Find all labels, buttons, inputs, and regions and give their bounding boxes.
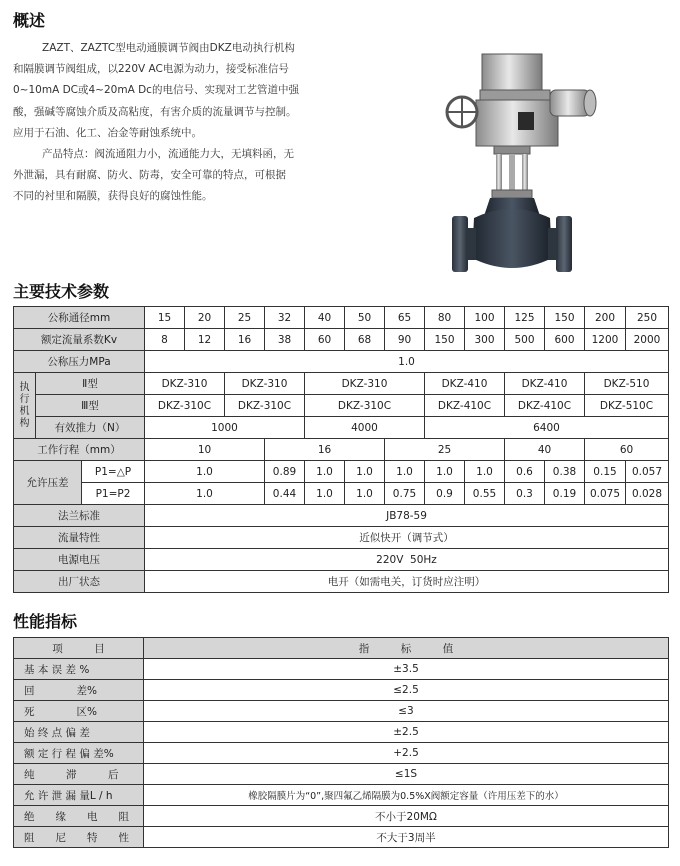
spec-row-thrust: [14, 417, 669, 439]
dp1-cell: 1.0: [345, 461, 385, 483]
factory-value: 电开（如需电关，订货时应注明）: [145, 571, 669, 593]
dn-cell: 125: [505, 307, 545, 329]
kv-cell: 500: [505, 329, 545, 351]
dn-cell: 150: [545, 307, 585, 329]
dp2-cell: 1.0: [145, 483, 265, 505]
perf-value: 橡胶隔膜片为“0”,聚四氟乙烯隔膜为0.5%X阀额定容量（许用压差下的水）: [144, 785, 669, 806]
dn-cell: 200: [585, 307, 626, 329]
perf-row: [14, 659, 669, 680]
dn-cell: 25: [225, 307, 265, 329]
factory-label: 出厂状态: [14, 571, 145, 593]
spec-row-type2: [14, 373, 669, 395]
features-line: 外泄漏，具有耐腐、防火、防毒，安全可靠的特点，可根据: [13, 169, 286, 182]
thrust-label: 有效推力（N）: [36, 417, 145, 439]
power-value: 220V 50Hz: [145, 549, 669, 571]
stroke-cell: 10: [145, 439, 265, 461]
dp2-cell: 1.0: [345, 483, 385, 505]
perf-value: +2.5: [144, 743, 669, 764]
type3-cell: DKZ-310C: [145, 395, 225, 417]
perf-item: 基 本 误 差 %: [14, 659, 144, 680]
power-label: 电源电压: [14, 549, 145, 571]
pn-label: 公称压力MPa: [14, 351, 145, 373]
perf-head-value: 指 标 值: [144, 638, 669, 659]
dp2-cell: 0.19: [545, 483, 585, 505]
dp1-cell: 1.0: [465, 461, 505, 483]
dp1-label: P1=△P: [82, 461, 145, 483]
kv-cell: 1200: [585, 329, 626, 351]
actuator-label-text: 执行机构: [19, 381, 30, 429]
dn-cell: 20: [185, 307, 225, 329]
spec-row-dp1: [14, 461, 669, 483]
dp2-label: P1=P2: [82, 483, 145, 505]
spec-row-kv: [14, 329, 669, 351]
perf-row: [14, 701, 669, 722]
perf-value: ≤3: [144, 701, 669, 722]
type2-cell: DKZ-510: [585, 373, 669, 395]
section-title-performance: 性能指标: [13, 612, 78, 631]
perf-item: 绝 缘 电 阻: [14, 806, 144, 827]
spec-row-dn: [14, 307, 669, 329]
dp1-cell: 0.6: [505, 461, 545, 483]
dp1-cell: 1.0: [425, 461, 465, 483]
type3-cell: DKZ-410C: [505, 395, 585, 417]
kv-cell: 38: [265, 329, 305, 351]
section-title-overview: 概述: [13, 11, 46, 30]
dn-cell: 250: [626, 307, 669, 329]
dp2-cell: 0.3: [505, 483, 545, 505]
pn-value: 1.0: [145, 351, 669, 373]
dp2-cell: 0.75: [385, 483, 425, 505]
valve-product-image: [430, 50, 630, 290]
thrust-cell: 4000: [305, 417, 425, 439]
dp2-cell: 0.075: [585, 483, 626, 505]
dn-cell: 100: [465, 307, 505, 329]
kv-cell: 68: [345, 329, 385, 351]
dp2-cell: 0.55: [465, 483, 505, 505]
perf-value: ≤2.5: [144, 680, 669, 701]
perf-head-item: 项 目: [14, 638, 144, 659]
kv-cell: 600: [545, 329, 585, 351]
spec-table: [13, 306, 669, 593]
features-line: 产品特点：阀流通阻力小，流通能力大，无填料函，无: [42, 148, 294, 161]
perf-header-row: [14, 638, 669, 659]
perf-item: 阻 尼 特 性: [14, 827, 144, 848]
spec-row-stroke: [14, 439, 669, 461]
perf-value: ≤1S: [144, 764, 669, 785]
type2-cell: DKZ-310: [145, 373, 225, 395]
dp1-cell: 1.0: [385, 461, 425, 483]
dp2-cell: 1.0: [305, 483, 345, 505]
spec-row-flange: [14, 505, 669, 527]
type2-cell: DKZ-410: [425, 373, 505, 395]
dn-cell: 65: [385, 307, 425, 329]
dp1-cell: 0.89: [265, 461, 305, 483]
spec-row-factory: [14, 571, 669, 593]
dn-cell: 50: [345, 307, 385, 329]
type2-cell: DKZ-310: [305, 373, 425, 395]
perf-item: 回 差%: [14, 680, 144, 701]
perf-row: [14, 680, 669, 701]
dp1-cell: 0.15: [585, 461, 626, 483]
stroke-label: 工作行程（mm）: [14, 439, 145, 461]
kv-cell: 12: [185, 329, 225, 351]
intro-line: 和隔膜调节阀组成，以220V AC电源为动力，接受标准信号: [13, 63, 289, 76]
perf-row: [14, 785, 669, 806]
dp2-cell: 0.44: [265, 483, 305, 505]
type3-cell: DKZ-310C: [305, 395, 425, 417]
intro-line: 0~10mA DC或4~20mA Dc的电信号、实现对工艺管道中强: [13, 84, 299, 97]
type2-label: Ⅱ型: [36, 373, 145, 395]
type3-label: Ⅲ型: [36, 395, 145, 417]
dn-cell: 40: [305, 307, 345, 329]
perf-row: [14, 806, 669, 827]
dn-cell: 32: [265, 307, 305, 329]
dp2-cell: 0.9: [425, 483, 465, 505]
kv-cell: 2000: [626, 329, 669, 351]
actuator-label: [14, 373, 36, 439]
type2-cell: DKZ-410: [505, 373, 585, 395]
flange-label: 法兰标准: [14, 505, 145, 527]
spec-row-type3: [14, 395, 669, 417]
flow-label: 流量特性: [14, 527, 145, 549]
intro-line: ZAZT、ZAZTC型电动通膜调节阀由DKZ电动执行机构: [42, 42, 295, 54]
spec-row-pn: [14, 351, 669, 373]
perf-row: [14, 722, 669, 743]
features-line: 不同的衬里和隔膜，获得良好的腐蚀性能。: [13, 190, 213, 203]
type3-cell: DKZ-410C: [425, 395, 505, 417]
perf-value: ±2.5: [144, 722, 669, 743]
spec-row-flow: [14, 527, 669, 549]
stroke-cell: 25: [385, 439, 505, 461]
perf-item: 始 终 点 偏 差: [14, 722, 144, 743]
flange-value: JB78-59: [145, 505, 669, 527]
perf-row: [14, 743, 669, 764]
dp-label: 允许压差: [14, 461, 82, 505]
dn-cell: 15: [145, 307, 185, 329]
spec-row-power: [14, 549, 669, 571]
dp1-cell: 1.0: [145, 461, 265, 483]
dn-label: 公称通径mm: [14, 307, 145, 329]
perf-item: 允 许 泄 漏 量L / h: [14, 785, 144, 806]
section-title-specs: 主要技术参数: [13, 282, 110, 301]
perf-row: [14, 827, 669, 848]
thrust-cell: 1000: [145, 417, 305, 439]
stroke-cell: 40: [505, 439, 585, 461]
intro-line: 酸，强碱等腐蚀介质及高粘度，有害介质的流量调节与控制。: [13, 105, 297, 118]
type3-cell: DKZ-510C: [585, 395, 669, 417]
dp1-cell: 0.38: [545, 461, 585, 483]
perf-item: 死 区%: [14, 701, 144, 722]
stroke-cell: 16: [265, 439, 385, 461]
perf-item: 纯 滞 后: [14, 764, 144, 785]
dn-cell: 80: [425, 307, 465, 329]
spec-row-dp2: [14, 483, 669, 505]
kv-cell: 16: [225, 329, 265, 351]
kv-cell: 300: [465, 329, 505, 351]
perf-value: 不小于20MΩ: [144, 806, 669, 827]
kv-cell: 60: [305, 329, 345, 351]
performance-table: [13, 637, 669, 848]
type3-cell: DKZ-310C: [225, 395, 305, 417]
kv-label: 额定流量系数Kv: [14, 329, 145, 351]
kv-cell: 8: [145, 329, 185, 351]
dp1-cell: 1.0: [305, 461, 345, 483]
kv-cell: 90: [385, 329, 425, 351]
perf-item: 额 定 行 程 偏 差%: [14, 743, 144, 764]
dp1-cell: 0.057: [626, 461, 669, 483]
flow-value: 近似快开（调节式）: [145, 527, 669, 549]
kv-cell: 150: [425, 329, 465, 351]
thrust-cell: 6400: [425, 417, 669, 439]
type2-cell: DKZ-310: [225, 373, 305, 395]
perf-row: [14, 764, 669, 785]
intro-line: 应用于石油、化工、冶金等耐蚀系统中。: [13, 126, 202, 139]
stroke-cell: 60: [585, 439, 669, 461]
dp2-cell: 0.028: [626, 483, 669, 505]
perf-value: 不大于3周半: [144, 827, 669, 848]
perf-value: ±3.5: [144, 659, 669, 680]
intro-text: [13, 38, 433, 208]
